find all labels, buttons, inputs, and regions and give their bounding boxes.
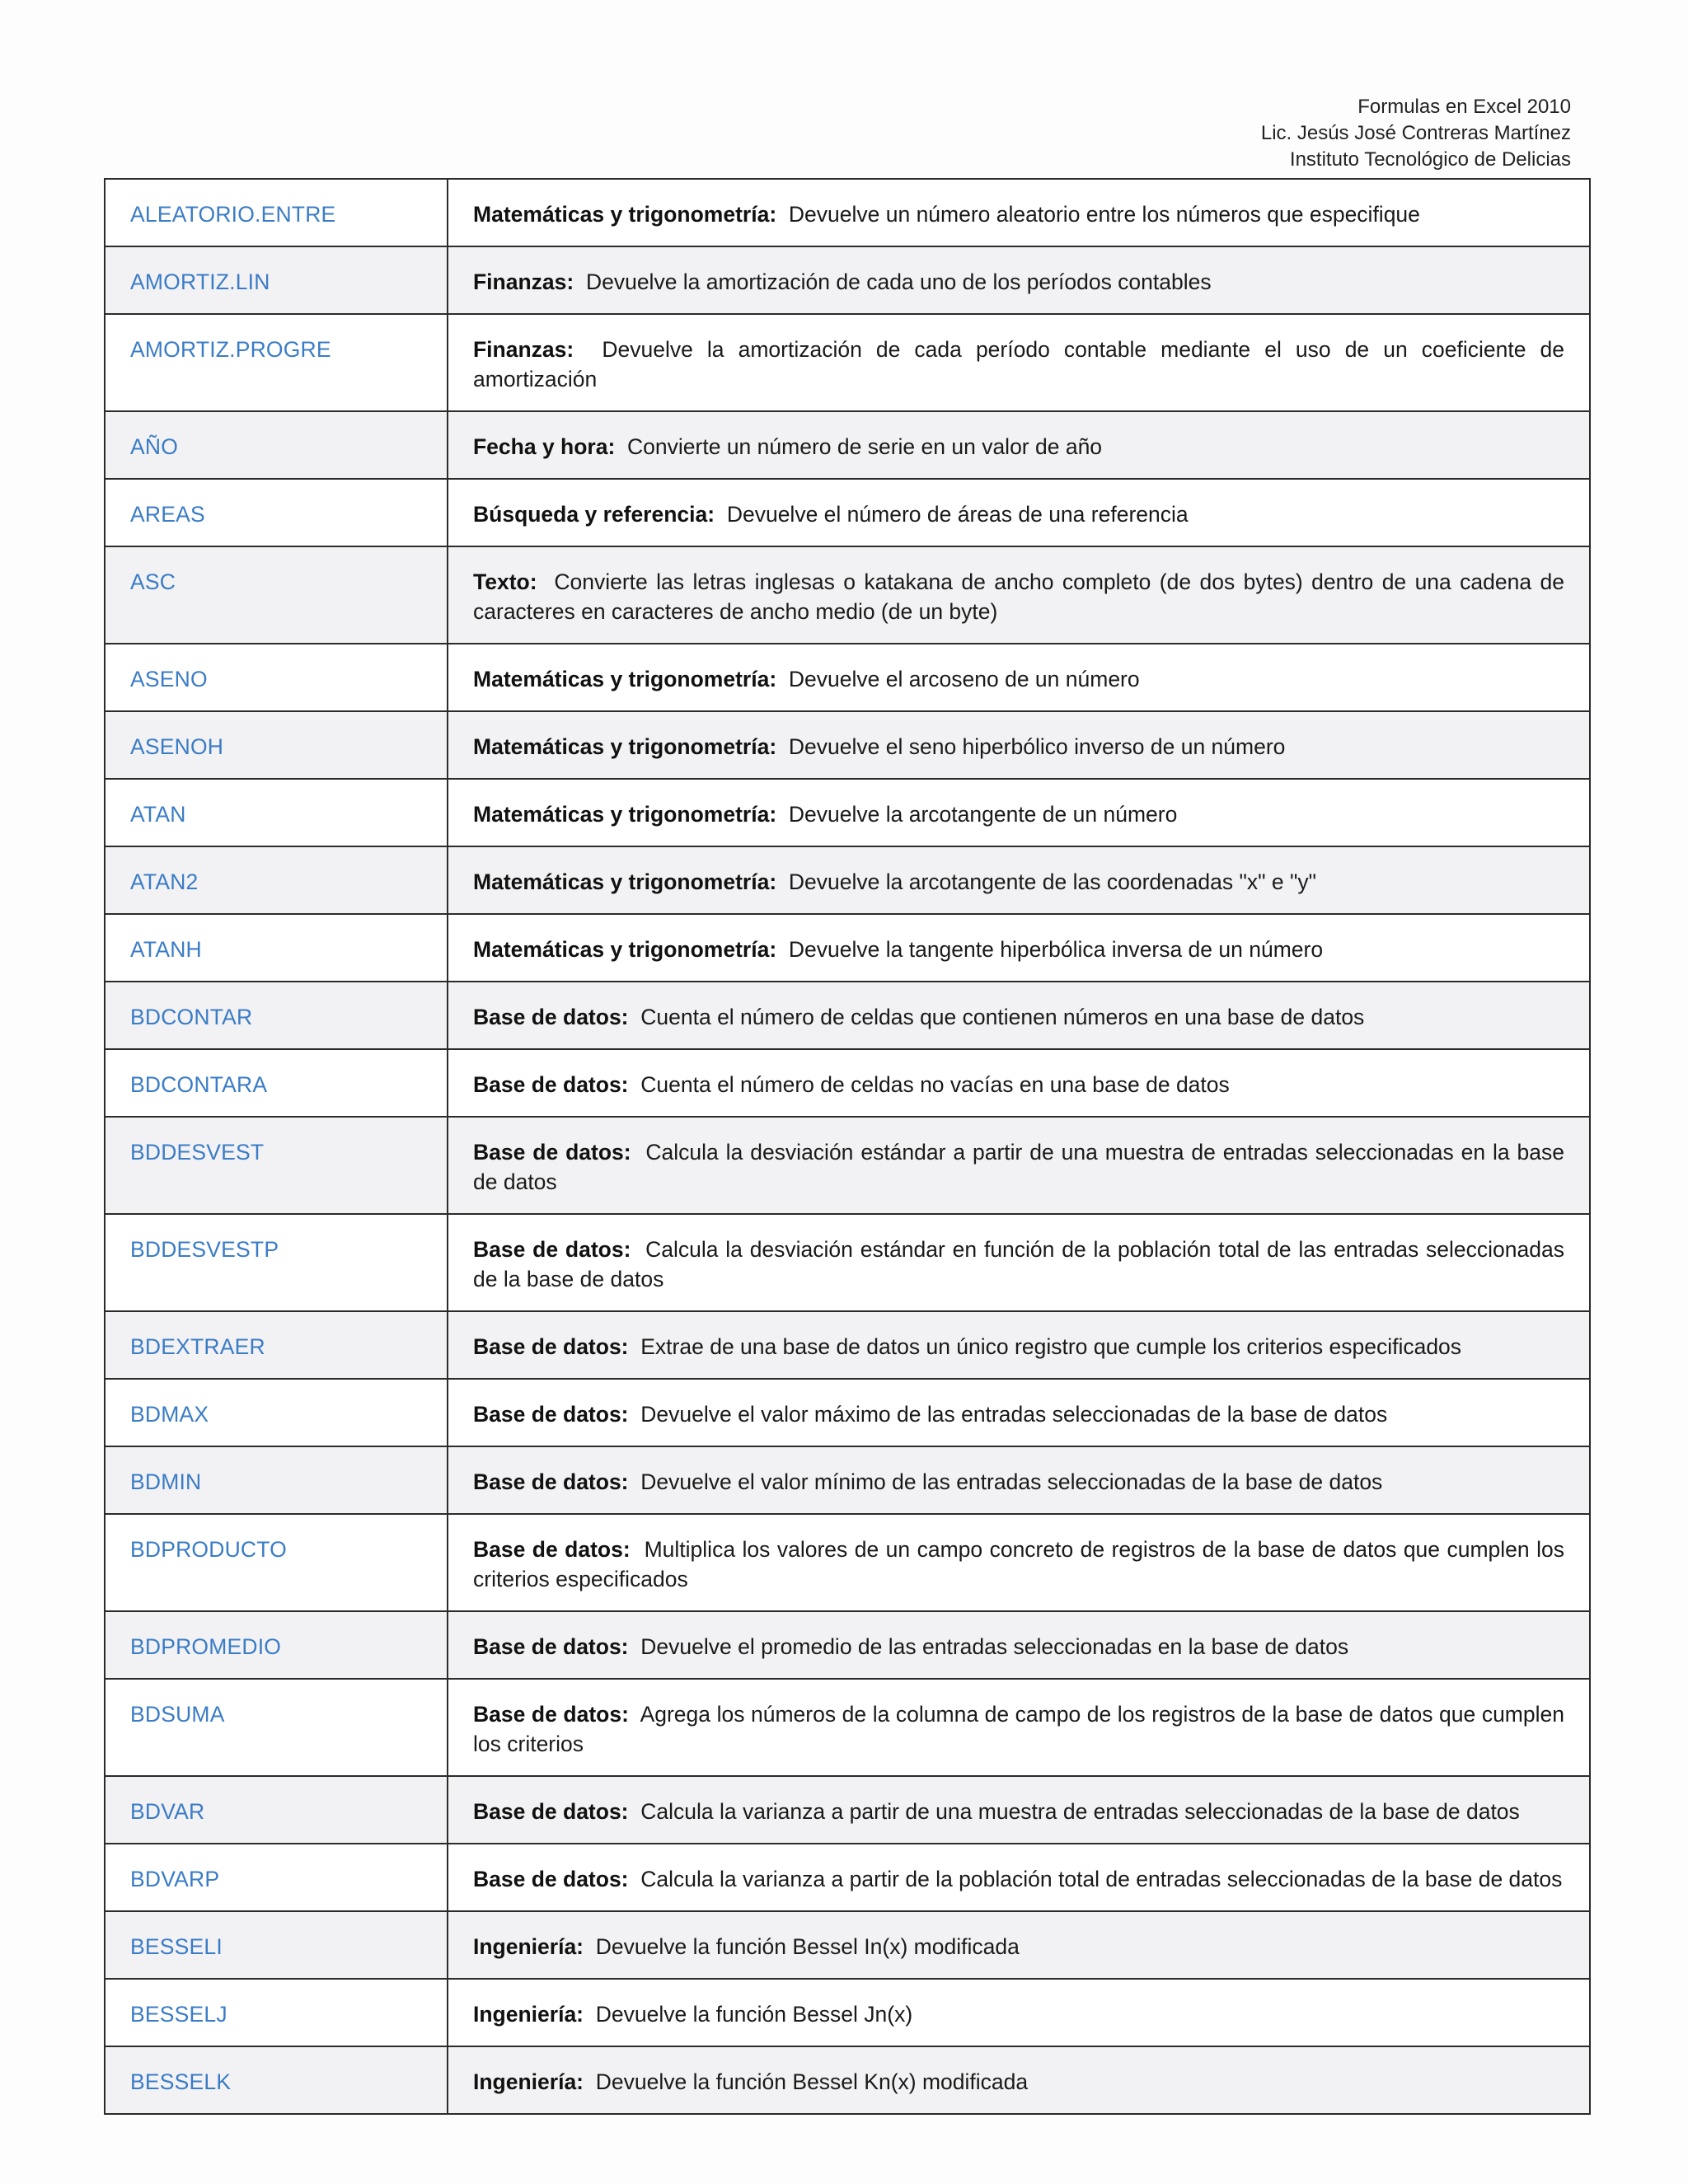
function-name-cell: BESSELK [105,2046,448,2114]
function-name-cell: BDDESVESTP [105,1214,448,1311]
function-description: Devuelve el promedio de las entradas seleccionadas en la base de datos [640,1634,1349,1659]
table-row [105,1049,1590,1117]
function-category: Matemáticas y trigonometría: [473,734,777,759]
function-name-cell: BDMAX [105,1379,448,1446]
table-row [105,1844,1590,1911]
function-category: Base de datos: [473,1634,629,1659]
function-category: Base de datos: [473,1402,629,1427]
function-description: Cuenta el número de celdas que contienen números en una base de datos [640,1005,1365,1029]
table-row [105,1214,1590,1311]
function-description: Calcula la desviación estándar en función de la población total de las entradas seleccionadas de la base de datos [473,1237,1564,1291]
function-description-cell [448,1979,1590,2046]
function-category: Base de datos: [473,1005,629,1029]
function-category: Ingeniería: [473,1934,584,1959]
table-row [105,1911,1590,1979]
table-row [105,546,1590,644]
function-description-cell [448,779,1590,846]
function-description: Devuelve un número aleatorio entre los números que especifique [788,202,1420,227]
function-description: Devuelve la amortización de cada uno de los períodos contables [585,269,1212,294]
function-description-cell [448,2046,1590,2114]
function-category: Ingeniería: [473,2002,584,2027]
function-name-cell: AÑO [105,411,448,479]
function-description-cell [448,711,1590,779]
function-description: Devuelve la función Bessel Jn(x) [595,2002,913,2027]
table-row [105,914,1590,982]
function-description-cell [448,846,1590,914]
function-name-cell: AREAS [105,479,448,546]
function-category: Base de datos: [473,1537,631,1562]
function-description: Agrega los números de la columna de campo de los registros de la base de datos que cumplen los criterios [473,1702,1564,1756]
function-name-cell: BDVARP [105,1844,448,1911]
table-row [105,982,1590,1049]
function-description-cell [448,1311,1590,1379]
table-row [105,479,1590,546]
function-category: Matemáticas y trigonometría: [473,202,777,227]
function-description-cell [448,546,1590,644]
function-category: Finanzas: [473,269,574,294]
function-description-cell [448,246,1590,314]
table-row [105,1776,1590,1844]
function-name-cell: BESSELJ [105,1979,448,2046]
function-category: Texto: [473,569,537,594]
table-row [105,2046,1590,2114]
function-name-cell: BDCONTAR [105,982,448,1049]
function-description-cell [448,914,1590,982]
function-description: Devuelve la amortización de cada período contable mediante el uso de un coeficiente de amortización [473,337,1564,391]
function-category: Base de datos: [473,1237,631,1262]
function-name-cell: ASC [105,546,448,644]
function-category: Ingeniería: [473,2069,584,2094]
function-name-cell: AMORTIZ.LIN [105,246,448,314]
function-category: Base de datos: [473,1799,629,1824]
function-description-cell [448,1776,1590,1844]
function-category: Matemáticas y trigonometría: [473,802,777,827]
function-category: Base de datos: [473,1072,629,1097]
function-description-cell [448,1844,1590,1911]
function-description: Convierte las letras inglesas o katakana de ancho completo (de dos bytes) dentro de una cadena de caracteres en caracteres de ancho medio (de un byte) [473,569,1564,624]
function-description-cell [448,982,1590,1049]
function-name-cell: BDCONTARA [105,1049,448,1117]
function-description-cell [448,1117,1590,1214]
function-description-cell [448,644,1590,711]
function-name-cell: BDPROMEDIO [105,1611,448,1679]
table-row [105,1679,1590,1776]
function-category: Búsqueda y referencia: [473,502,715,527]
table-row [105,1311,1590,1379]
function-description-cell [448,1911,1590,1979]
table-row [105,1514,1590,1611]
function-name-cell: BDMIN [105,1446,448,1514]
function-description-cell [448,411,1590,479]
table-row [105,711,1590,779]
function-description: Devuelve el número de áreas de una referencia [726,502,1189,527]
table-row [105,411,1590,479]
function-description-cell [448,1679,1590,1776]
function-description: Devuelve la tangente hiperbólica inversa de un número [788,937,1324,962]
function-category: Base de datos: [473,1334,629,1359]
function-name-cell: BDDESVEST [105,1117,448,1214]
function-description-cell [448,1611,1590,1679]
function-description-cell [448,1049,1590,1117]
functions-table [104,178,1591,2115]
table-row [105,1446,1590,1514]
function-description: Devuelve la función Bessel In(x) modificada [595,1934,1020,1959]
header-document-title: Formulas en Excel 2010 [1357,96,1571,118]
function-name-cell: BDEXTRAER [105,1311,448,1379]
function-name-cell: BDVAR [105,1776,448,1844]
function-description: Devuelve la arcotangente de un número [788,802,1178,827]
function-name-cell: ASENO [105,644,448,711]
function-description-cell [448,314,1590,411]
function-description: Calcula la varianza a partir de una muestra de entradas seleccionadas de la base de datos [640,1799,1520,1824]
functions-table-body [105,179,1590,2114]
table-row [105,1611,1590,1679]
function-category: Fecha y hora: [473,434,616,459]
function-name-cell: ATANH [105,914,448,982]
function-name-cell: ATAN2 [105,846,448,914]
function-category: Matemáticas y trigonometría: [473,667,777,691]
function-description: Calcula la desviación estándar a partir de una muestra de entradas seleccionadas en la base de datos [473,1140,1565,1194]
function-name-cell: BESSELI [105,1911,448,1979]
function-description-cell [448,1379,1590,1446]
function-description-cell [448,179,1590,246]
function-description: Devuelve la función Bessel Kn(x) modificada [595,2069,1029,2094]
table-row [105,1117,1590,1214]
table-row [105,1379,1590,1446]
function-category: Base de datos: [473,1867,629,1891]
function-description-cell [448,1446,1590,1514]
function-name-cell: ALEATORIO.ENTRE [105,179,448,246]
function-category: Matemáticas y trigonometría: [473,869,777,894]
function-description: Devuelve el valor mínimo de las entradas seleccionadas de la base de datos [640,1469,1383,1494]
header-author: Lic. Jesús José Contreras Martínez [1260,122,1571,144]
function-name-cell: ASENOH [105,711,448,779]
function-description: Devuelve el arcoseno de un número [788,667,1140,691]
table-row [105,644,1590,711]
function-name-cell: BDPRODUCTO [105,1514,448,1611]
table-row [105,246,1590,314]
function-description: Convierte un número de serie en un valor de año [627,434,1103,459]
function-description: Calcula la varianza a partir de la población total de entradas seleccionadas de la base de datos [640,1867,1563,1891]
function-category: Base de datos: [473,1469,629,1494]
function-description: Devuelve la arcotangente de las coordenadas "x" e "y" [788,869,1317,894]
function-description: Multiplica los valores de un campo concreto de registros de la base de datos que cumplen los criterios especificados [473,1537,1564,1591]
function-description-cell [448,479,1590,546]
table-row [105,314,1590,411]
function-description: Extrae de una base de datos un único registro que cumple los criterios especificados [640,1334,1462,1359]
function-description: Devuelve el valor máximo de las entradas seleccionadas de la base de datos [640,1402,1388,1427]
function-category: Base de datos: [473,1702,629,1727]
function-name-cell: AMORTIZ.PROGRE [105,314,448,411]
function-description-cell [448,1214,1590,1311]
function-description: Devuelve el seno hiperbólico inverso de un número [788,734,1286,759]
table-row [105,779,1590,846]
function-category: Finanzas: [473,337,574,362]
function-category: Matemáticas y trigonometría: [473,937,777,962]
table-row [105,846,1590,914]
function-name-cell: BDSUMA [105,1679,448,1776]
function-description: Cuenta el número de celdas no vacías en una base de datos [640,1072,1230,1097]
function-category: Base de datos: [473,1140,631,1165]
page-header [1261,94,1571,173]
header-institution: Instituto Tecnológico de Delicias [1289,148,1571,171]
function-description-cell [448,1514,1590,1611]
table-row [105,1979,1590,2046]
function-name-cell: ATAN [105,779,448,846]
table-row [105,179,1590,246]
